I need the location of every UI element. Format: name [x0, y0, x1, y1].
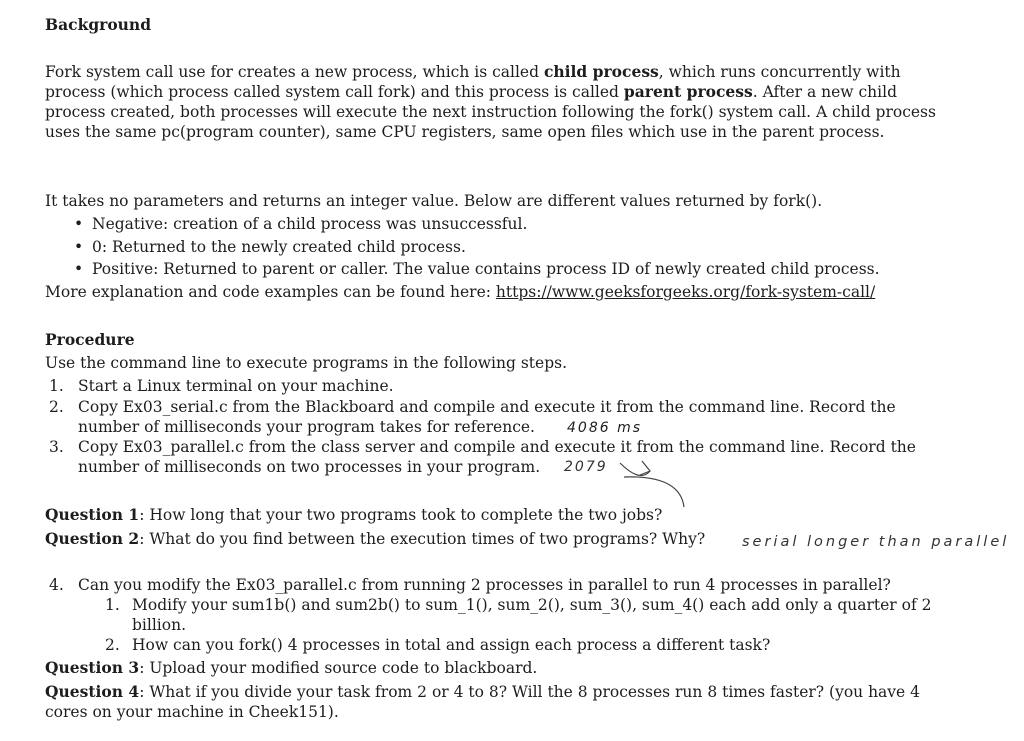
- list-item: [105, 635, 962, 656]
- background-paragraph-1: [45, 62, 950, 142]
- p1-part-e: . After a new child process created, both processes will execute the next instruction following the fork() system call. A child process uses the same pc(program counter), same CPU registers, same open files which use in the parent process.: [45, 83, 936, 141]
- substep-number: 1.: [105, 596, 120, 614]
- question-3-text: : Upload your modified source code to blackboard.: [139, 659, 538, 677]
- more-explanation-text: More explanation and code examples can be found here:: [45, 283, 496, 301]
- substep-number: 2.: [105, 636, 120, 654]
- procedure-steps: [49, 376, 958, 477]
- procedure-intro: Use the command line to execute programs in the following steps.: [45, 354, 567, 372]
- handwritten-answer: serial longer than parallel: [742, 534, 1010, 550]
- question-1-label: Question 1: [45, 505, 140, 524]
- step-text: Copy Ex03_parallel.c from the class server and compile and execute it from the command line. Record the number of milliseconds on two processes in your program.: [78, 438, 916, 476]
- return-values-list: [72, 214, 880, 282]
- substep-text: Modify your sum1b() and sum2b() to sum_1(), sum_2(), sum_3(), sum_4() each add only a quarter of 2 billion.: [132, 596, 932, 634]
- step-number: 1.: [49, 377, 64, 395]
- step-number: 3.: [49, 438, 64, 456]
- question-2-label: Question 2: [45, 529, 140, 548]
- background-paragraph-2: It takes no parameters and returns an integer value. Below are different values returned by fork().: [45, 192, 823, 210]
- step-4-list: [49, 575, 958, 596]
- question-4-text: : What if you divide your task from 2 or 4 to 8? Will the 8 processes run 8 times faster? (you have 4 cores on your machine in Cheek151).: [45, 683, 921, 721]
- question-4: [45, 682, 950, 722]
- more-explanation: [45, 282, 875, 302]
- substep-text: How can you fork() 4 processes in total and assign each process a different task?: [132, 636, 771, 654]
- list-item: [49, 437, 958, 477]
- list-item: • 0: Returned to the newly created child process.: [72, 237, 880, 260]
- list-item: [49, 575, 958, 596]
- question-4-label: Question 4: [45, 682, 140, 701]
- p1-part-a: Fork system call use for creates a new process, which is called: [45, 63, 544, 81]
- question-3: [45, 658, 537, 678]
- procedure-heading: Procedure: [45, 330, 135, 349]
- question-3-label: Question 3: [45, 658, 140, 677]
- list-item: [49, 376, 958, 397]
- list-item: [49, 397, 958, 437]
- step-number: 2.: [49, 398, 64, 416]
- background-heading: Background: [45, 15, 152, 34]
- step-4-substeps: [105, 595, 962, 656]
- question-1-text: : How long that your two programs took to complete the two jobs?: [139, 506, 663, 524]
- step-text: Can you modify the Ex03_parallel.c from running 2 processes in parallel to run 4 processes in parallel?: [78, 576, 891, 594]
- question-2-text: : What do you find between the execution times of two programs? Why?: [139, 530, 706, 548]
- parent-process-term: parent process: [623, 82, 753, 101]
- question-1: [45, 505, 662, 525]
- geeksforgeeks-link[interactable]: https://www.geeksforgeeks.org/fork-system-call/: [495, 283, 876, 301]
- list-item: • Positive: Returned to parent or caller. The value contains process ID of newly created child process.: [72, 259, 880, 282]
- question-2: [45, 529, 705, 549]
- handwritten-parallel-time: 2079: [564, 459, 608, 475]
- list-item: • Negative: creation of a child process was unsuccessful.: [72, 214, 880, 237]
- child-process-term: child process: [543, 62, 659, 81]
- handwritten-serial-time: 4086 ms: [567, 420, 643, 436]
- list-item: [105, 595, 962, 635]
- step-text: Copy Ex03_serial.c from the Blackboard and compile and execute it from the command line. Record the number of milliseconds your program takes for reference.: [78, 398, 896, 436]
- step-number: 4.: [49, 576, 64, 594]
- p1-part-c: , which runs concurrently with process (which process called system call fork) and this process is called: [45, 63, 901, 101]
- step-text: Start a Linux terminal on your machine.: [78, 377, 394, 395]
